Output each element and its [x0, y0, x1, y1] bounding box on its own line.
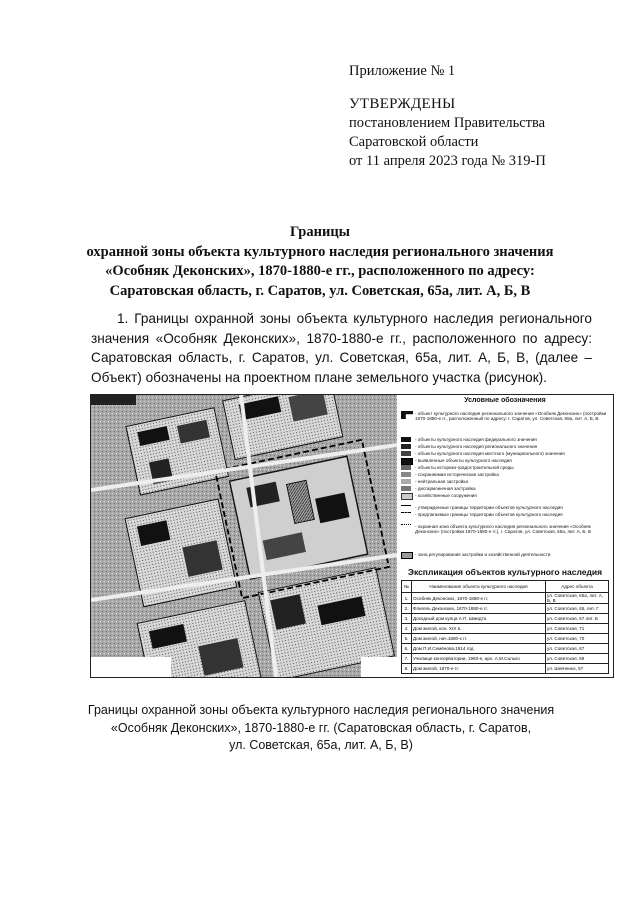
table-cell: 3. — [402, 614, 412, 624]
explication-title: Экспликация объектов культурного наследия — [407, 567, 603, 577]
table-cell: 5. — [402, 634, 412, 644]
table-cell: Флигель Деконских, 1870-1880-е гг. — [412, 604, 546, 614]
table-cell: Особняк Деконских, 1870-1880-е гг. — [412, 593, 546, 604]
map-legend: Условные обозначения - объект культурного наследия регионального значения «Особняк Деконских» (постройки 1870-1880-е гг., расположенный по адресу: г. Саратов, ул. Советская, 65а, лит. А, Б, В - объекты культурного наследия федерального значения - объекты культурного наследия регионального значения - объекты культурного наследия местного (муниципального) значения - выявленные объекты культурного наследия - объекты историко-градостроительной среды - сохраняемая историческая застройка - нейтральная застройка - дисгармоничная застройка - хозяйственные сооружения - утвержденные границы территории объектов культурного наследия - предлагаемые границы территории объектов культурного наследия - охранная зона объекта культурного наследия регионального значения «Особняк Деконских» (постройки 1870-1880-е гг.), г. Саратов, ул. Советская, 65а, лит. А, Б, В - зона регулирования застройки и хозяйственной деятельности — [401, 397, 609, 565]
legend-swatch — [401, 479, 411, 484]
table-cell: 6. — [402, 644, 412, 654]
title-line-1: Границы — [289, 224, 350, 240]
table-cell: ул. Советская, 70 — [546, 634, 609, 644]
site-plan-figure — [90, 394, 614, 678]
table-cell: ул. Советская, 67 — [546, 644, 609, 654]
table-row — [402, 664, 609, 674]
table-cell: Доходный дом купца А.П. Шмидта — [412, 614, 546, 624]
table-cell: Дом П.И.Семёнова,1914 год — [412, 644, 546, 654]
legend-swatch — [401, 465, 411, 470]
legend-swatch — [401, 451, 411, 456]
table-cell: Дом жилой, нач.1880-х гг. — [412, 634, 546, 644]
table-row — [402, 644, 609, 654]
table-cell: ул. Советская, 69 — [546, 654, 609, 664]
legend-title: Условные обозначения — [464, 397, 546, 404]
title-line-3: «Особняк Деконских», 1870-1880-е гг., расположенного по адресу: — [105, 263, 535, 279]
approval-block — [349, 62, 546, 171]
table-cell: ул. Советская, 65, лит. Г — [546, 604, 609, 614]
table-cell: 1. — [402, 593, 412, 604]
legend-swatch — [401, 411, 413, 419]
table-row — [402, 604, 609, 614]
document-title — [60, 223, 580, 301]
approval-line-2: Саратовской области — [349, 134, 479, 150]
table-cell: ул. Советская, 67 лит. Б — [546, 614, 609, 624]
approved-heading: УТВЕРЖДЕНЫ — [349, 96, 456, 112]
title-line-4: Саратовская область, г. Саратов, ул. Советская, 65а, лит. А, Б, В — [109, 282, 531, 299]
table-header-row — [402, 581, 609, 593]
table-cell: Училище консерватории, 1960-е, арх. А.М.Салько — [412, 654, 546, 664]
column-header: Наименование объекта культурного наследия — [412, 581, 546, 593]
caption-line-2: «Особняк Деконских», 1870-1880-е гг. (Саратовская область, г. Саратов, — [110, 720, 532, 735]
legend-swatch — [401, 444, 411, 449]
column-header: № — [402, 581, 412, 593]
site-plan-map — [91, 395, 397, 677]
legend-swatch — [401, 505, 411, 509]
table-row — [402, 634, 609, 644]
table-cell: ул. Советская, 71 — [546, 624, 609, 634]
title-line-2: охранной зоны объекта культурного наследия регионального значения — [86, 243, 554, 260]
table-cell: ул. Шевченко, 57 — [546, 664, 609, 674]
table-cell: 7. — [402, 654, 412, 664]
column-header: Адрес объекта — [546, 581, 609, 593]
caption-line-1: Границы охранной зоны объекта культурного наследия регионального значения — [87, 703, 555, 717]
table-cell: 8. — [402, 664, 412, 674]
table-cell: ул. Советская, 65а, лит. А, Б, В — [546, 593, 609, 604]
explication-table — [401, 580, 609, 674]
appendix-number: Приложение № 1 — [349, 63, 456, 79]
approval-line-3: от 11 апреля 2023 года № 319-П — [349, 153, 546, 169]
legend-swatch — [401, 512, 411, 516]
body-paragraph — [91, 309, 592, 387]
table-row — [402, 593, 609, 604]
approval-line-1: постановлением Правительства — [349, 115, 546, 131]
legend-swatch — [401, 472, 411, 477]
legend-swatch — [401, 458, 413, 465]
table-cell: Дом жилой, 1870-е гг. — [412, 664, 546, 674]
legend-swatch — [401, 524, 411, 528]
explication-block — [401, 567, 609, 674]
table-row — [402, 614, 609, 624]
figure-caption — [80, 702, 562, 755]
caption-line-3: ул. Советская, 65а, лит. А, Б, В) — [229, 738, 413, 752]
legend-swatch — [401, 552, 413, 559]
table-cell: Дом жилой, кон. XIX в. — [412, 624, 546, 634]
paragraph-text: 1. Границы охранной зоны объекта культурного наследия регионального значения «Особняк Деконских», 1870-1880-е гг., расположенного по адресу: Саратовская область, г. Саратов, ул. Советская, 65а, лит. А, Б, В, (далее – Объект) обозначены на проектном плане земельного участка (рисунок). — [91, 311, 592, 385]
table-cell: 4. — [402, 624, 412, 634]
table-cell: 2. — [402, 604, 412, 614]
table-row — [402, 624, 609, 634]
legend-swatch — [401, 486, 411, 491]
legend-swatch — [401, 493, 413, 500]
table-row — [402, 654, 609, 664]
legend-swatch — [401, 437, 411, 442]
